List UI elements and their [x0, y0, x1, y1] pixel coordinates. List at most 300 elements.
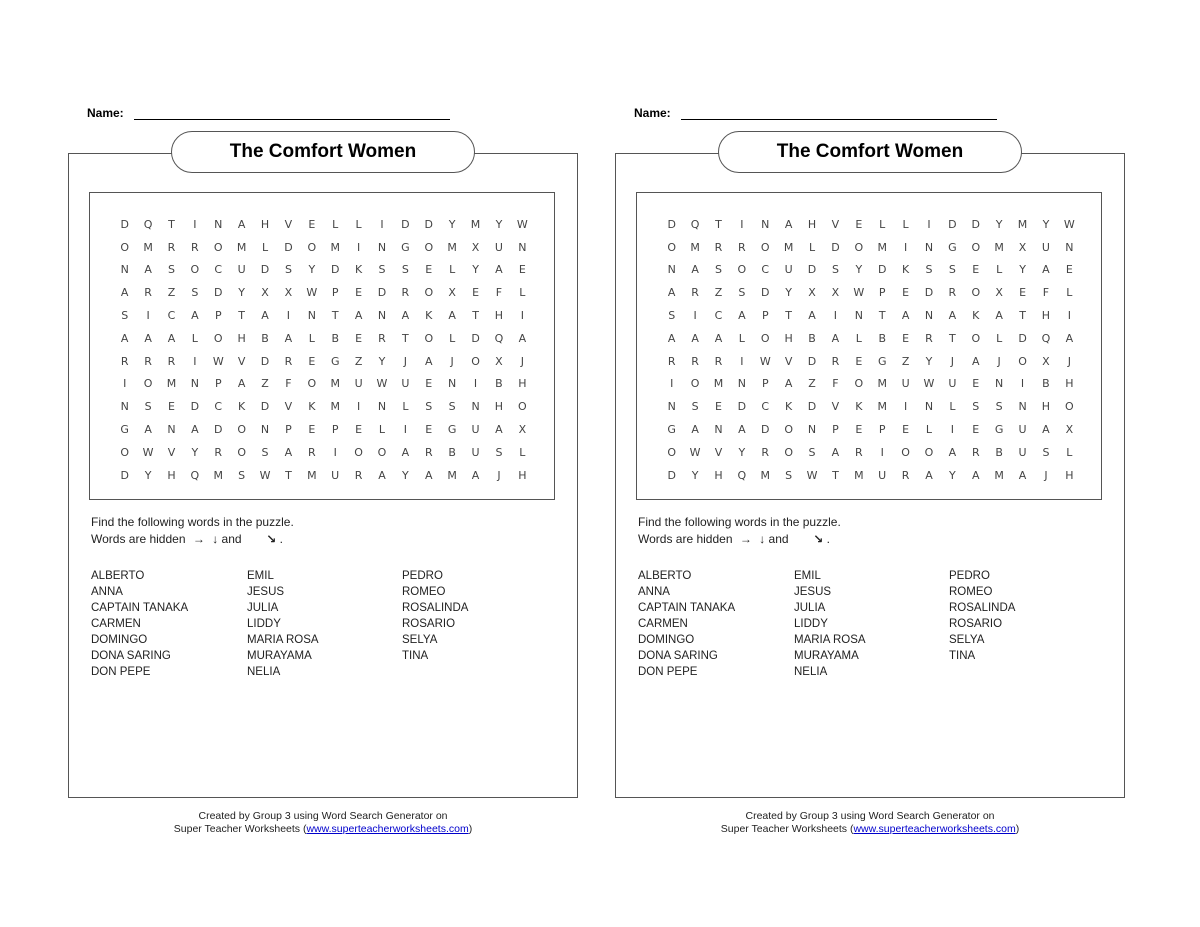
- grid-letter: I: [1067, 309, 1071, 323]
- grid-letter: P: [878, 423, 886, 437]
- grid-letter: M: [330, 240, 340, 254]
- grid-letter: A: [354, 309, 363, 323]
- grid-letter: L: [308, 331, 315, 345]
- grid-letter: O: [424, 240, 434, 254]
- grid-letter: I: [333, 445, 337, 459]
- grid-letter: A: [284, 445, 293, 459]
- grid-letter: C: [214, 263, 223, 277]
- grid-letter: N: [924, 240, 934, 254]
- name-label: Name:: [634, 106, 671, 120]
- grid-letter: A: [738, 309, 746, 323]
- grid-letter: E: [855, 217, 863, 231]
- grid-letter: X: [808, 286, 816, 300]
- grid-letter: A: [237, 377, 246, 391]
- grid-letter: N: [120, 400, 129, 414]
- grid-letter: U: [471, 445, 480, 459]
- grid-letter: Z: [261, 377, 269, 391]
- grid-letter: I: [880, 445, 884, 459]
- grid-letter: L: [996, 263, 1003, 277]
- word-list-item: ROSARIO: [949, 618, 1003, 630]
- grid-letter: O: [377, 445, 387, 459]
- grid-letter: S: [831, 263, 839, 277]
- grid-letter: W: [306, 286, 318, 300]
- grid-letter: L: [449, 331, 456, 345]
- grid-letter: O: [667, 240, 677, 254]
- grid-letter: G: [994, 423, 1004, 437]
- grid-letter: O: [854, 240, 864, 254]
- grid-letter: O: [901, 445, 910, 459]
- grid-letter: M: [877, 400, 887, 414]
- grid-letter: D: [424, 217, 434, 231]
- grid-letter: B: [878, 331, 886, 345]
- word-list-item: DOMINGO: [638, 634, 695, 646]
- name-line[interactable]: [681, 119, 997, 120]
- grid-letter: N: [714, 423, 723, 437]
- grid-letter: M: [713, 377, 724, 391]
- grid-letter: N: [167, 423, 176, 437]
- grid-letter: V: [237, 354, 246, 368]
- word-list-item: TINA: [402, 650, 429, 662]
- grid-letter: A: [425, 468, 433, 482]
- word-list-column-1: [91, 568, 188, 680]
- grid-letter: H: [494, 309, 504, 323]
- grid-letter: J: [520, 354, 524, 368]
- grid-letter: C: [761, 400, 770, 414]
- word-list-column-2: [794, 568, 866, 680]
- grid-letter: T: [285, 468, 292, 482]
- grid-letter: W: [1063, 217, 1075, 231]
- word-list-item: TINA: [949, 650, 976, 662]
- grid-letter: E: [902, 331, 910, 345]
- grid-letter: D: [667, 217, 676, 231]
- grid-letter: M: [447, 240, 457, 254]
- grid-letter: R: [714, 240, 723, 254]
- grid-letter: A: [667, 286, 676, 300]
- grid-letter: X: [518, 423, 527, 437]
- grid-letter: I: [693, 309, 697, 323]
- name-line[interactable]: [134, 119, 450, 120]
- grid-letter: L: [879, 217, 886, 231]
- grid-letter: E: [308, 217, 316, 231]
- grid-letter: A: [972, 468, 980, 482]
- grid-letter: J: [1044, 468, 1048, 482]
- grid-letter: H: [167, 468, 176, 482]
- grid-letter: Y: [308, 263, 316, 277]
- grid-letter: Y: [995, 217, 1003, 231]
- grid-letter: A: [691, 263, 699, 277]
- grid-letter: A: [948, 445, 957, 459]
- grid-letter: F: [285, 377, 292, 391]
- grid-letter: A: [667, 331, 676, 345]
- grid-letter: M: [307, 468, 317, 482]
- grid-letter: R: [354, 468, 363, 482]
- grid-letter: Y: [378, 354, 386, 368]
- word-list-item: PEDRO: [949, 570, 990, 582]
- grid-letter: S: [284, 263, 292, 277]
- word-list-column-1: [638, 568, 735, 680]
- grid-letter: R: [284, 354, 293, 368]
- grid-letter: I: [403, 423, 407, 437]
- arrow-right-icon: →: [739, 532, 752, 546]
- grid-letter: R: [831, 354, 840, 368]
- grid-letter: A: [261, 309, 269, 323]
- grid-letter: A: [120, 286, 129, 300]
- worksheet-title: The Comfort Women: [171, 131, 475, 173]
- grid-letter: W: [376, 377, 388, 391]
- grid-letter: O: [924, 445, 934, 459]
- grid-letter: V: [284, 400, 293, 414]
- word-list-item: JESUS: [794, 586, 832, 598]
- instructions-line2: Words are hidden → ↓ and ↘ .: [91, 532, 283, 546]
- grid-letter: Z: [808, 377, 816, 391]
- grid-letter: X: [995, 286, 1003, 300]
- grid-letter: S: [808, 445, 816, 459]
- grid-letter: U: [1018, 423, 1027, 437]
- grid-letter: O: [120, 240, 130, 254]
- grid-letter: I: [286, 309, 291, 323]
- grid-letter: P: [331, 423, 339, 437]
- grid-letter: T: [715, 217, 722, 231]
- grid-letter: R: [401, 286, 410, 300]
- grid-letter: T: [832, 468, 839, 482]
- grid-letter: A: [448, 309, 456, 323]
- grid-letter: A: [144, 423, 152, 437]
- grid-letter: R: [925, 331, 933, 345]
- grid-letter: C: [714, 309, 723, 323]
- grid-letter: G: [948, 240, 957, 254]
- grid-letter: E: [715, 400, 722, 414]
- grid-letter: L: [808, 240, 816, 254]
- grid-letter: N: [190, 377, 199, 391]
- grid-letter: A: [495, 423, 503, 437]
- grid-letter: C: [761, 263, 770, 277]
- grid-letter: S: [1042, 445, 1050, 459]
- grid-letter: M: [213, 468, 223, 482]
- grid-letter: N: [924, 400, 934, 414]
- grid-letter: M: [236, 240, 247, 254]
- grid-letter: W: [923, 377, 935, 391]
- grid-letter: T: [402, 331, 409, 345]
- grid-letter: F: [1042, 286, 1050, 300]
- arrow-diagonal-icon: ↘: [266, 532, 277, 546]
- grid-letter: S: [691, 400, 699, 414]
- grid-letter: R: [214, 445, 223, 459]
- grid-letter: O: [213, 331, 223, 345]
- grid-letter: L: [902, 217, 909, 231]
- grid-letter: I: [193, 217, 197, 231]
- footer-link[interactable]: www.superteacherworksheets.com: [853, 823, 1016, 835]
- grid-letter: I: [380, 217, 384, 231]
- grid-letter: R: [120, 354, 129, 368]
- grid-letter: S: [668, 309, 676, 323]
- grid-letter: N: [807, 423, 817, 437]
- grid-letter: Y: [238, 286, 246, 300]
- grid-letter: D: [471, 331, 480, 345]
- grid-letter: H: [1065, 377, 1074, 391]
- grid-letter: O: [854, 377, 864, 391]
- word-list-item: DONA SARING: [91, 650, 171, 662]
- grid-letter: I: [193, 354, 197, 368]
- grid-letter: M: [447, 468, 457, 482]
- grid-letter: E: [425, 263, 433, 277]
- grid-letter: U: [471, 423, 480, 437]
- grid-letter: D: [831, 240, 840, 254]
- grid-letter: O: [518, 400, 527, 414]
- grid-letter: A: [1042, 263, 1050, 277]
- grid-letter: A: [714, 331, 723, 345]
- grid-letter: U: [331, 468, 340, 482]
- worksheet-right: [614, 0, 1129, 927]
- grid-letter: J: [403, 354, 407, 368]
- grid-letter: O: [237, 445, 246, 459]
- word-list-item: DON PEPE: [91, 666, 151, 678]
- grid-letter: N: [761, 217, 770, 231]
- grid-letter: D: [260, 354, 270, 368]
- word-list-item: JESUS: [247, 586, 285, 598]
- grid-letter: I: [903, 240, 908, 254]
- grid-letter: X: [495, 354, 503, 368]
- grid-letter: X: [1065, 423, 1074, 437]
- grid-letter: D: [1018, 331, 1027, 345]
- grid-letter: D: [377, 286, 387, 300]
- grid-letter: I: [950, 423, 954, 437]
- grid-letter: R: [761, 445, 770, 459]
- grid-letter: O: [307, 240, 317, 254]
- grid-letter: B: [995, 445, 1003, 459]
- grid-letter: U: [948, 377, 957, 391]
- grid-letter: T: [238, 309, 246, 323]
- grid-letter: M: [166, 377, 177, 391]
- word-list-item: CAPTAIN TANAKA: [91, 602, 189, 614]
- grid-letter: Z: [167, 286, 176, 300]
- grid-letter: A: [284, 331, 293, 345]
- grid-letter: W: [212, 354, 224, 368]
- word-list-item: JULIA: [794, 602, 826, 614]
- footer-credit: Created by Group 3 using Word Search Generator on Super Teacher Worksheets (www.superteacherworksheets.com): [173, 810, 473, 835]
- word-list-item: JULIA: [247, 602, 279, 614]
- grid-letter: W: [259, 468, 271, 482]
- grid-letter: Y: [495, 217, 503, 231]
- grid-letter: N: [448, 377, 457, 391]
- grid-letter: S: [144, 400, 152, 414]
- grid-letter: Y: [949, 468, 956, 482]
- grid-letter: H: [260, 217, 270, 231]
- grid-letter: N: [377, 240, 387, 254]
- grid-letter: K: [308, 400, 316, 414]
- grid-letter: J: [450, 354, 454, 368]
- grid-letter: O: [971, 331, 981, 345]
- grid-letter: A: [144, 263, 152, 277]
- grid-letter: O: [760, 240, 770, 254]
- grid-letter: R: [144, 286, 152, 300]
- grid-letter: D: [971, 217, 981, 231]
- grid-letter: L: [1066, 445, 1073, 459]
- grid-letter: S: [448, 400, 456, 414]
- grid-letter: A: [401, 445, 410, 459]
- grid-letter: M: [330, 400, 340, 414]
- grid-letter: T: [949, 331, 956, 345]
- grid-letter: D: [214, 286, 223, 300]
- grid-letter: O: [971, 286, 981, 300]
- grid-letter: A: [995, 309, 1003, 323]
- grid-letter: A: [948, 309, 957, 323]
- instructions-line2: Words are hidden → ↓ and ↘ .: [638, 532, 830, 546]
- grid-letter: M: [783, 240, 794, 254]
- grid-letter: O: [213, 240, 223, 254]
- grid-letter: D: [924, 286, 934, 300]
- arrow-down-icon: ↓: [212, 532, 219, 546]
- grid-letter: S: [261, 445, 269, 459]
- grid-letter: V: [714, 445, 723, 459]
- grid-letter: L: [738, 331, 745, 345]
- grid-letter: E: [355, 423, 363, 437]
- grid-letter: D: [120, 217, 129, 231]
- grid-letter: P: [285, 423, 292, 437]
- grid-letter: A: [495, 263, 503, 277]
- grid-letter: A: [1065, 331, 1074, 345]
- grid-letter: Y: [925, 354, 933, 368]
- word-list-item: LIDDY: [247, 618, 281, 630]
- grid-letter: J: [950, 354, 954, 368]
- grid-letter: A: [972, 354, 980, 368]
- arrow-down-icon: ↓: [759, 532, 766, 546]
- grid-letter: B: [448, 445, 456, 459]
- grid-letter: V: [784, 354, 793, 368]
- word-list-item: ROMEO: [949, 586, 993, 598]
- grid-letter: H: [1065, 468, 1074, 482]
- grid-letter: A: [784, 217, 793, 231]
- grid-letter: H: [518, 468, 527, 482]
- arrow-right-icon: →: [192, 532, 205, 546]
- word-list-item: PEDRO: [402, 570, 443, 582]
- grid-letter: A: [831, 445, 840, 459]
- grid-letter: E: [425, 377, 433, 391]
- grid-letter: E: [472, 286, 480, 300]
- grid-letter: U: [1041, 240, 1050, 254]
- grid-letter: N: [120, 263, 129, 277]
- grid-letter: P: [331, 286, 339, 300]
- grid-letter: W: [853, 286, 865, 300]
- grid-letter: S: [972, 400, 980, 414]
- word-list-item: NELIA: [247, 666, 281, 678]
- grid-letter: X: [471, 240, 480, 254]
- footer-link[interactable]: www.superteacherworksheets.com: [306, 823, 469, 835]
- grid-letter: A: [518, 331, 527, 345]
- grid-letter: I: [123, 377, 127, 391]
- grid-letter: L: [996, 331, 1003, 345]
- instructions-line1: Find the following words in the puzzle.: [91, 515, 294, 529]
- grid-letter: S: [948, 263, 956, 277]
- grid-letter: K: [785, 400, 793, 414]
- grid-letter: Y: [738, 445, 746, 459]
- grid-letter: U: [1018, 445, 1027, 459]
- grid-letter: I: [356, 240, 361, 254]
- grid-letter: A: [191, 423, 199, 437]
- word-list-item: CARMEN: [91, 618, 141, 630]
- grid-letter: O: [690, 377, 700, 391]
- grid-letter: U: [901, 377, 910, 391]
- grid-letter: O: [307, 377, 317, 391]
- grid-letter: X: [261, 286, 269, 300]
- grid-letter: P: [761, 309, 769, 323]
- grid-letter: D: [401, 217, 410, 231]
- grid-letter: X: [284, 286, 293, 300]
- grid-letter: D: [761, 286, 770, 300]
- grid-letter: I: [473, 377, 478, 391]
- word-list-item: ROSALINDA: [402, 602, 469, 614]
- grid-letter: N: [1018, 400, 1027, 414]
- word-list-item: NELIA: [794, 666, 828, 678]
- grid-letter: M: [854, 468, 864, 482]
- grid-letter: A: [401, 309, 410, 323]
- grid-letter: P: [761, 377, 769, 391]
- grid-letter: D: [807, 354, 817, 368]
- word-list-item: DONA SARING: [638, 650, 718, 662]
- grid-letter: G: [667, 423, 676, 437]
- grid-letter: N: [260, 423, 270, 437]
- grid-letter: N: [214, 217, 223, 231]
- grid-letter: S: [167, 263, 175, 277]
- grid-letter: O: [237, 423, 246, 437]
- grid-letter: A: [471, 468, 480, 482]
- grid-letter: A: [144, 331, 152, 345]
- word-list-item: MURAYAMA: [794, 650, 859, 662]
- grid-letter: H: [784, 331, 793, 345]
- grid-letter: A: [784, 377, 793, 391]
- grid-letter: A: [191, 309, 199, 323]
- footer-credit: Created by Group 3 using Word Search Generator on Super Teacher Worksheets (www.superteacherworksheets.com): [720, 810, 1020, 835]
- grid-letter: Y: [785, 286, 793, 300]
- grid-letter: L: [1066, 286, 1073, 300]
- grid-letter: M: [470, 217, 481, 231]
- grid-letter: L: [378, 423, 386, 437]
- grid-letter: D: [260, 263, 270, 277]
- grid-letter: W: [689, 445, 701, 459]
- grid-letter: H: [807, 217, 817, 231]
- grid-letter: V: [284, 217, 293, 231]
- word-list-item: DON PEPE: [638, 666, 698, 678]
- grid-letter: S: [378, 263, 386, 277]
- grid-letter: E: [308, 423, 316, 437]
- grid-letter: R: [691, 354, 699, 368]
- word-list-column-3: [949, 568, 1015, 664]
- word-list-item: SELYA: [402, 634, 438, 646]
- grid-letter: L: [261, 240, 269, 254]
- grid-letter: E: [972, 423, 980, 437]
- grid-letter: U: [494, 240, 503, 254]
- word-list-item: CAPTAIN TANAKA: [638, 602, 736, 614]
- word-list-item: ALBERTO: [638, 570, 692, 582]
- word-list-item: ROSARIO: [402, 618, 456, 630]
- grid-letter: E: [855, 354, 863, 368]
- grid-letter: R: [948, 286, 957, 300]
- grid-letter: N: [1065, 240, 1074, 254]
- grid-letter: Y: [1019, 263, 1026, 277]
- grid-letter: X: [1018, 240, 1027, 254]
- grid-letter: H: [1041, 309, 1051, 323]
- grid-letter: Q: [737, 468, 747, 482]
- grid-letter: Y: [191, 445, 199, 459]
- grid-letter: K: [901, 263, 910, 277]
- grid-letter: E: [902, 286, 910, 300]
- grid-letter: T: [168, 217, 175, 231]
- grid-letter: L: [519, 445, 526, 459]
- grid-letter: R: [307, 445, 316, 459]
- grid-letter: L: [449, 263, 456, 277]
- grid-letter: Y: [144, 468, 152, 482]
- grid-letter: D: [761, 423, 770, 437]
- grid-letter: E: [902, 423, 910, 437]
